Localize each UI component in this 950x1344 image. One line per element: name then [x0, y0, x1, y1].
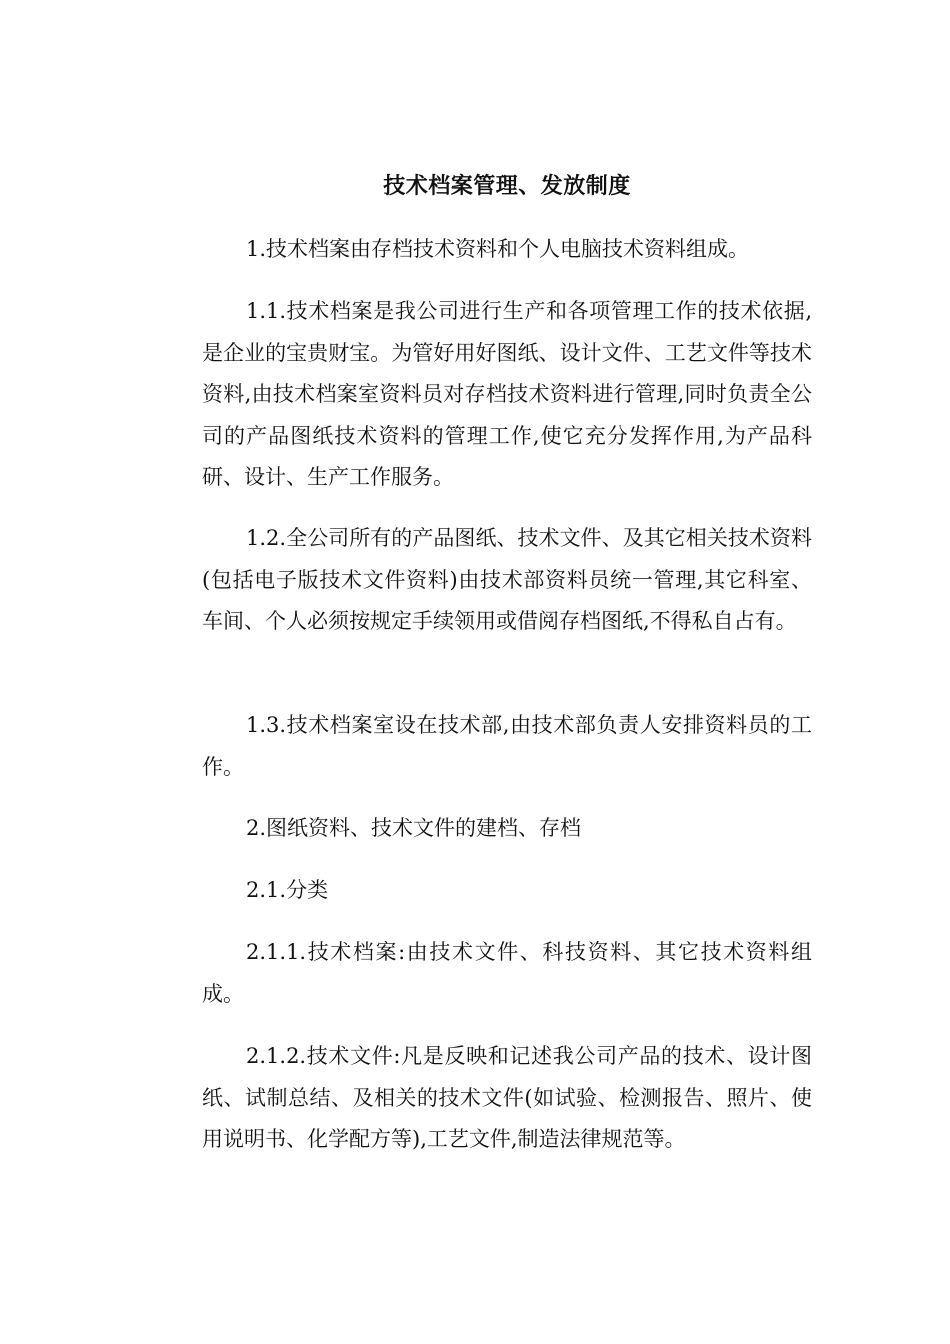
- paragraph-1-1: 1.1.技术档案是我公司进行生产和各项管理工作的技术依据,是企业的宝贵财宝。为管好用好图纸、设计文件、工艺文件等技术资料,由技术档案室资料员对存档技术资料进行管理,同时负责全公司的产品图纸技术资料的管理工作,使它充分发挥作用,为产品科研、设计、生产工作服务。: [202, 299, 812, 489]
- paragraph-2: 2.图纸资料、技术文件的建档、存档: [246, 816, 582, 840]
- paragraph-2-1-1: 2.1.1.技术档案:由技术文件、科技资料、其它技术资料组成。: [202, 940, 812, 1006]
- paragraph-1-2: 1.2.全公司所有的产品图纸、技术文件、及其它相关技术资料(包括电子版技术文件资料)由技术部资料员统一管理,其它科室、车间、个人必须按规定手续领用或借阅存档图纸,不得私自占有。: [202, 526, 812, 633]
- paragraph-1-3: 1.3.技术档案室设在技术部,由技术部负责人安排资料员的工作。: [202, 713, 812, 779]
- paragraph-2-1: 2.1.分类: [246, 878, 329, 902]
- document-title: 技术档案管理、发放制度: [383, 174, 631, 199]
- paragraph-1: 1.技术档案由存档技术资料和个人电脑技术资料组成。: [246, 237, 750, 261]
- paragraph-2-1-2: 2.1.2.技术文件:凡是反映和记述我公司产品的技术、设计图纸、试制总结、及相关的技术文件(如试验、检测报告、照片、使用说明书、化学配方等),工艺文件,制造法律规范等。: [202, 1044, 812, 1151]
